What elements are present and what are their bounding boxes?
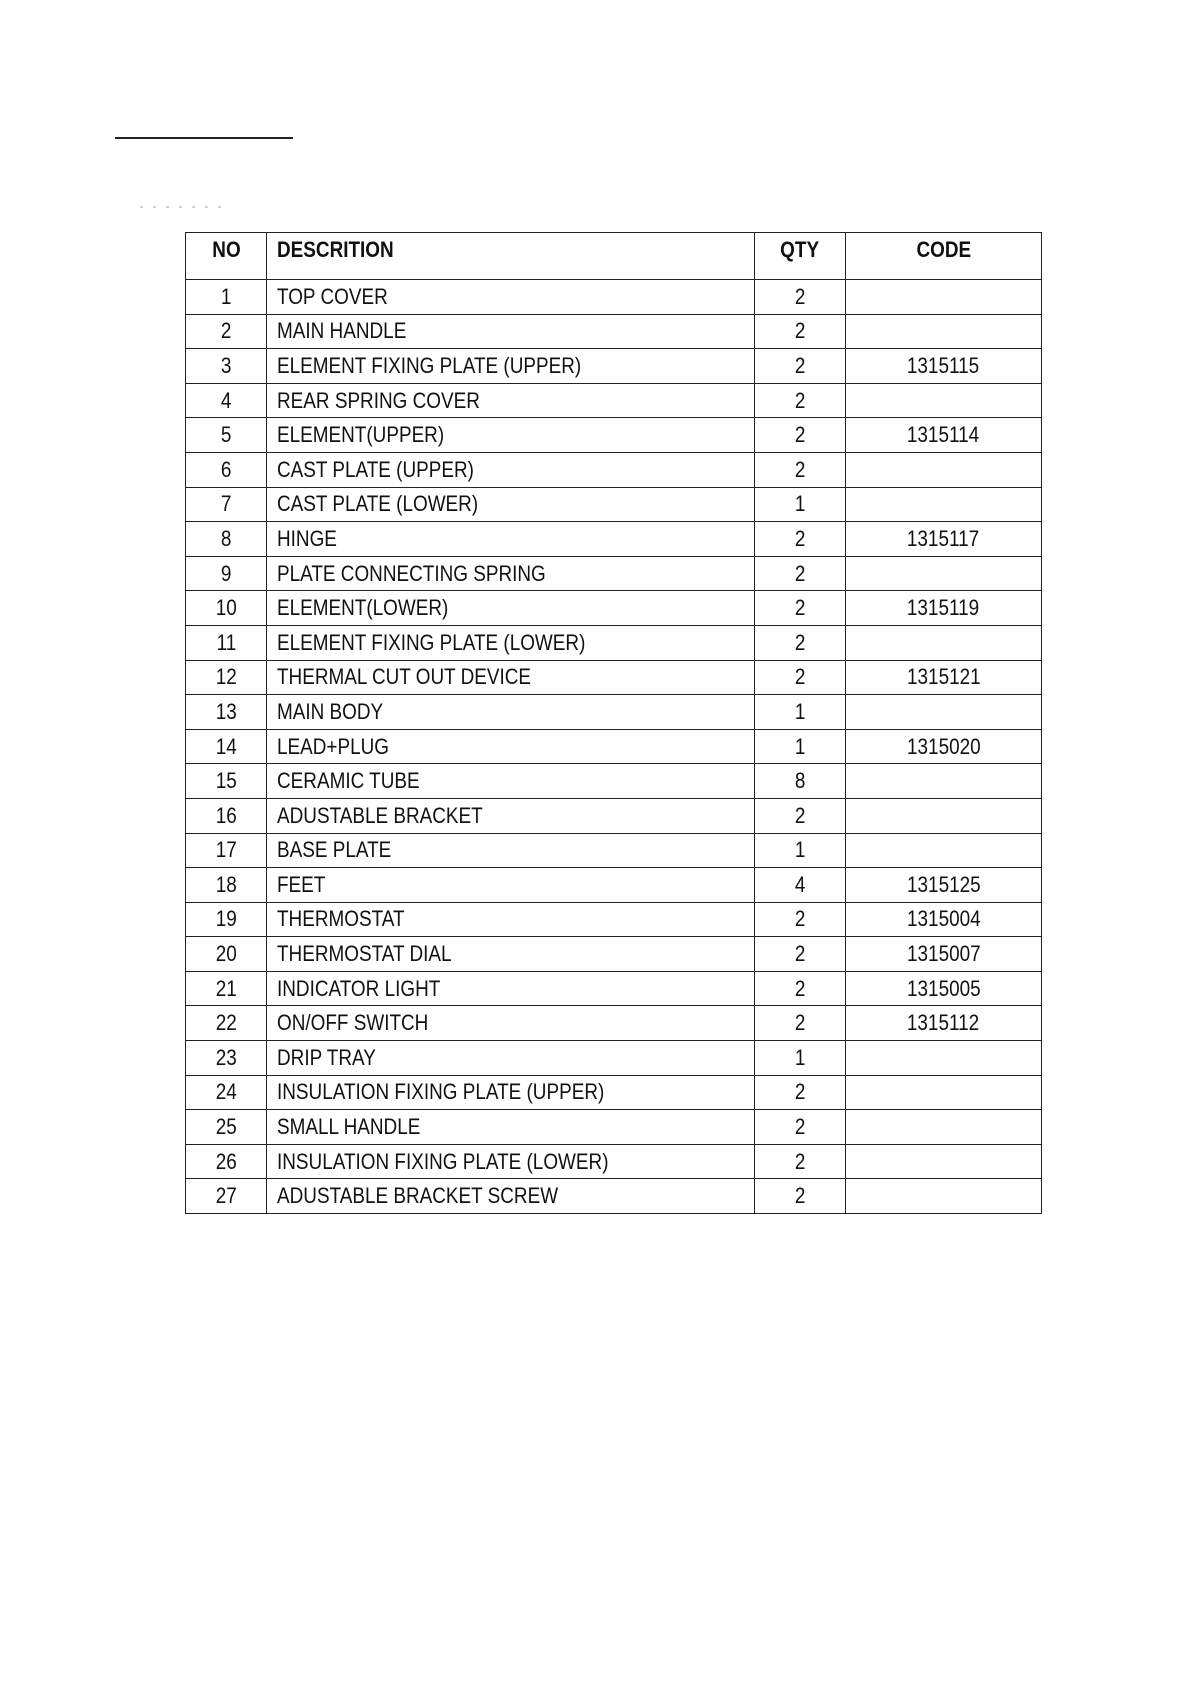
cell-description: CAST PLATE (UPPER) — [267, 452, 755, 487]
table-row — [186, 383, 1042, 418]
cell-qty: 2 — [755, 556, 846, 591]
cell-qty: 2 — [755, 660, 846, 695]
cell-qty: 2 — [755, 522, 846, 557]
cell-description: ON/OFF SWITCH — [267, 1006, 755, 1041]
cell-description: ELEMENT(LOWER) — [267, 591, 755, 626]
cell-code: 1315007 — [846, 937, 1042, 972]
header-code: CODE — [846, 233, 1042, 280]
cell-qty: 1 — [755, 729, 846, 764]
cell-no: 16 — [186, 798, 267, 833]
cell-code — [846, 625, 1042, 660]
cell-description: ELEMENT FIXING PLATE (UPPER) — [267, 349, 755, 384]
cell-qty: 2 — [755, 1179, 846, 1214]
table-row — [186, 695, 1042, 730]
cell-no: 2 — [186, 314, 267, 349]
cell-code: 1315005 — [846, 971, 1042, 1006]
table-row — [186, 522, 1042, 557]
cell-qty: 1 — [755, 487, 846, 522]
cell-no: 14 — [186, 729, 267, 764]
cell-qty: 1 — [755, 833, 846, 868]
cell-code: 1315115 — [846, 349, 1042, 384]
cell-no: 9 — [186, 556, 267, 591]
cell-code — [846, 383, 1042, 418]
table-row — [186, 798, 1042, 833]
table-row — [186, 452, 1042, 487]
cell-no: 15 — [186, 764, 267, 799]
cell-code: 1315117 — [846, 522, 1042, 557]
cell-no: 3 — [186, 349, 267, 384]
cell-no: 25 — [186, 1110, 267, 1145]
cell-no: 11 — [186, 625, 267, 660]
cell-no: 6 — [186, 452, 267, 487]
cell-qty: 2 — [755, 418, 846, 453]
cell-description: REAR SPRING COVER — [267, 383, 755, 418]
cell-description: LEAD+PLUG — [267, 729, 755, 764]
cell-description: FEET — [267, 868, 755, 903]
cell-qty: 1 — [755, 695, 846, 730]
cell-description: CAST PLATE (LOWER) — [267, 487, 755, 522]
table-row — [186, 833, 1042, 868]
cell-no: 18 — [186, 868, 267, 903]
cell-qty: 2 — [755, 383, 846, 418]
cell-no: 20 — [186, 937, 267, 972]
header-qty: QTY — [755, 233, 846, 280]
cell-qty: 2 — [755, 591, 846, 626]
cell-description: ADUSTABLE BRACKET — [267, 798, 755, 833]
cell-description: ELEMENT FIXING PLATE (LOWER) — [267, 625, 755, 660]
cell-qty: 2 — [755, 452, 846, 487]
cell-qty: 4 — [755, 868, 846, 903]
table-row — [186, 625, 1042, 660]
parts-table-body — [186, 280, 1042, 1214]
cell-no: 12 — [186, 660, 267, 695]
cell-description: BASE PLATE — [267, 833, 755, 868]
cell-qty: 2 — [755, 280, 846, 315]
cell-description: SMALL HANDLE — [267, 1110, 755, 1145]
cell-code: 1315121 — [846, 660, 1042, 695]
cell-no: 27 — [186, 1179, 267, 1214]
cell-qty: 2 — [755, 937, 846, 972]
cell-description: PLATE CONNECTING SPRING — [267, 556, 755, 591]
table-row — [186, 591, 1042, 626]
table-row — [186, 556, 1042, 591]
cell-qty: 2 — [755, 1075, 846, 1110]
cell-no: 26 — [186, 1144, 267, 1179]
cell-code — [846, 1144, 1042, 1179]
cell-qty: 2 — [755, 314, 846, 349]
cell-code: 1315020 — [846, 729, 1042, 764]
table-row — [186, 349, 1042, 384]
cell-no: 23 — [186, 1041, 267, 1076]
cell-qty: 8 — [755, 764, 846, 799]
table-row — [186, 1144, 1042, 1179]
cell-description: MAIN HANDLE — [267, 314, 755, 349]
cell-description: CERAMIC TUBE — [267, 764, 755, 799]
cell-no: 8 — [186, 522, 267, 557]
table-row — [186, 937, 1042, 972]
cell-description: THERMAL CUT OUT DEVICE — [267, 660, 755, 695]
cell-code: 1315004 — [846, 902, 1042, 937]
cell-code — [846, 695, 1042, 730]
table-row — [186, 280, 1042, 315]
header-rule — [115, 137, 293, 139]
table-row — [186, 902, 1042, 937]
cell-qty: 2 — [755, 625, 846, 660]
cell-qty: 2 — [755, 902, 846, 937]
cell-code — [846, 314, 1042, 349]
cell-description: ELEMENT(UPPER) — [267, 418, 755, 453]
table-row — [186, 314, 1042, 349]
cell-description: INSULATION FIXING PLATE (UPPER) — [267, 1075, 755, 1110]
cell-code — [846, 1075, 1042, 1110]
cell-qty: 2 — [755, 971, 846, 1006]
header-no: NO — [186, 233, 267, 280]
cell-description: ADUSTABLE BRACKET SCREW — [267, 1179, 755, 1214]
cell-qty: 2 — [755, 1144, 846, 1179]
cell-description: DRIP TRAY — [267, 1041, 755, 1076]
cell-description: MAIN BODY — [267, 695, 755, 730]
cell-no: 21 — [186, 971, 267, 1006]
cell-qty: 2 — [755, 349, 846, 384]
table-row — [186, 971, 1042, 1006]
cell-no: 24 — [186, 1075, 267, 1110]
cell-no: 1 — [186, 280, 267, 315]
cell-qty: 2 — [755, 1110, 846, 1145]
cell-no: 4 — [186, 383, 267, 418]
cell-code: 1315125 — [846, 868, 1042, 903]
table-row — [186, 1075, 1042, 1110]
cell-no: 13 — [186, 695, 267, 730]
cell-no: 17 — [186, 833, 267, 868]
table-row — [186, 1006, 1042, 1041]
cell-code — [846, 798, 1042, 833]
cell-code — [846, 1041, 1042, 1076]
cell-qty: 2 — [755, 798, 846, 833]
cell-no: 22 — [186, 1006, 267, 1041]
table-row — [186, 1041, 1042, 1076]
cell-code — [846, 556, 1042, 591]
cell-no: 7 — [186, 487, 267, 522]
table-row — [186, 868, 1042, 903]
cell-description: INDICATOR LIGHT — [267, 971, 755, 1006]
cell-code: 1315114 — [846, 418, 1042, 453]
cell-description: THERMOSTAT DIAL — [267, 937, 755, 972]
cell-code: 1315112 — [846, 1006, 1042, 1041]
table-row — [186, 487, 1042, 522]
faint-scan-marks — [140, 206, 270, 212]
table-row — [186, 764, 1042, 799]
cell-code — [846, 487, 1042, 522]
cell-code — [846, 452, 1042, 487]
cell-code: 1315119 — [846, 591, 1042, 626]
cell-description: HINGE — [267, 522, 755, 557]
cell-no: 19 — [186, 902, 267, 937]
cell-code — [846, 764, 1042, 799]
table-row — [186, 729, 1042, 764]
cell-description: INSULATION FIXING PLATE (LOWER) — [267, 1144, 755, 1179]
cell-code — [846, 280, 1042, 315]
parts-table — [185, 232, 1042, 1214]
cell-no: 5 — [186, 418, 267, 453]
table-row — [186, 418, 1042, 453]
cell-no: 10 — [186, 591, 267, 626]
table-row — [186, 1179, 1042, 1214]
cell-code — [846, 833, 1042, 868]
header-description: DESCRITION — [267, 233, 755, 280]
cell-code — [846, 1179, 1042, 1214]
table-header-row — [186, 233, 1042, 280]
cell-qty: 1 — [755, 1041, 846, 1076]
cell-code — [846, 1110, 1042, 1145]
table-row — [186, 1110, 1042, 1145]
cell-description: THERMOSTAT — [267, 902, 755, 937]
cell-description: TOP COVER — [267, 280, 755, 315]
cell-qty: 2 — [755, 1006, 846, 1041]
table-row — [186, 660, 1042, 695]
